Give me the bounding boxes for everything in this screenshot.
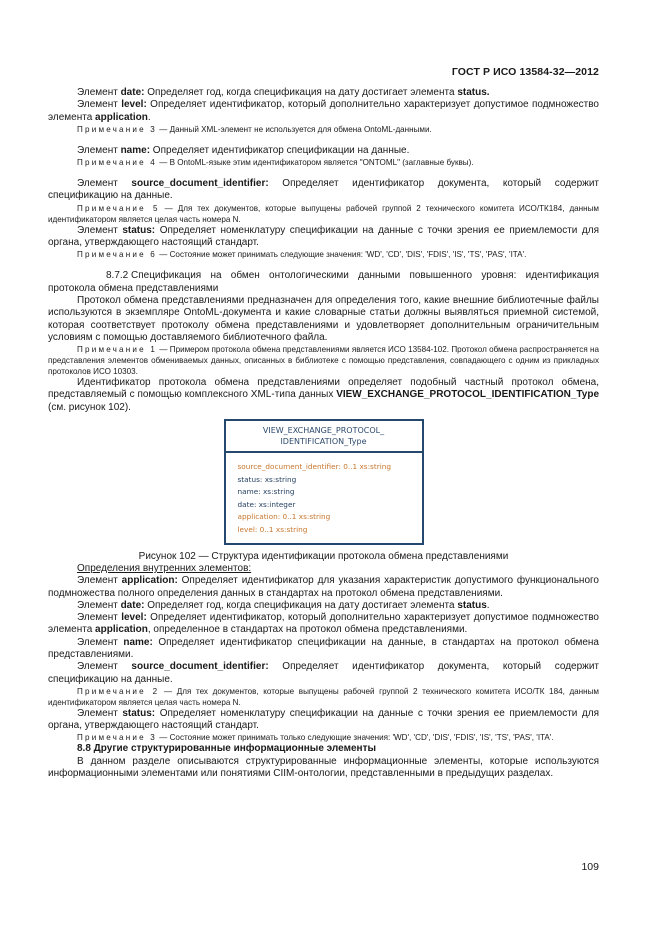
para-name: Элемент name: Определяет идентификатор спецификации на данные. bbox=[77, 144, 410, 156]
para-date: Элемент date: Определяет год, когда спецификация на дату достигает элемента status. bbox=[77, 87, 490, 98]
note-4: Примечание 4 — В OntoML-языке этим идентификатором является "ONTOML" (заглавные буквы). bbox=[77, 158, 474, 168]
note-3: Примечание 3 — Данный XML-элемент не используется для обмена OntoML-данными. bbox=[77, 124, 432, 134]
section-8-7-2-para-1: Протокол обмена представлениями предназначен для определения того, какие внешние библиотечные файлы используются в экземпляре OntoML-документа и какие словарные статьи должны выявляться приемной системой, которая соответствует протоколу обмена представлениями и удовлетворяет дополнительным ограничительным условиям с помощью доставляемого библиотечного файла. bbox=[48, 294, 599, 343]
def-date: Элемент date: Определяет год, когда спецификация на дату достигает элемента status. bbox=[77, 599, 490, 611]
note-1: Примечание 1 — Примером протокола обмена представлениями является ИСО 13584-102. Протокол обмена распространяется на представления элементов обмениваемых данных, описанных в библиотеке с помощью представления, совпадающего с одним из прикладных протоколов ИСО 10303. bbox=[48, 345, 599, 377]
section-8-7-2-title: 8.7.2 Спецификация на обмен онтологическими данными повышенного уровня: идентификация протокола обмена представлениями bbox=[48, 270, 599, 294]
section-8-7-2-para-2: Идентификатор протокола обмена представлениями определяет подобный частный протокол обмена, представляемый с помощью комплексного XML-типа данных VIEW_EXCHANGE_PROTOCOL_IDENTIFICATION_Type (см. рисунок 102). bbox=[48, 377, 599, 413]
class-attribute: level: 0..1 xs:string bbox=[237, 525, 308, 535]
class-attribute: status: xs:string bbox=[237, 474, 297, 484]
def-name: Элемент name: Определяет идентификатор спецификации на данные, в стандартах на протокол обмена представлениями. bbox=[48, 636, 599, 660]
section-8-8-heading: 8.8 Другие структурированные информационные элементы bbox=[77, 743, 377, 755]
figure-102 bbox=[48, 419, 599, 545]
def-application: Элемент application: Определяет идентификатор для указания характеристик допустимого функционального подмножества полного определения данных в стандартах на протокол обмена представлениями. bbox=[48, 575, 599, 599]
class-attribute: application: 0..1 xs:string bbox=[237, 512, 331, 522]
def-note-2: Примечание 2 — Для тех документов, которые выпущены рабочей группой 2 технического комитета ИСО/ТК 184, данным идентификатором является целая часть номера N. bbox=[48, 686, 599, 707]
figure-caption: Рисунок 102 — Структура идентификации протокола обмена представлениями bbox=[138, 550, 509, 562]
page-number: 109 bbox=[581, 861, 599, 873]
class-name: VIEW_EXCHANGE_PROTOCOL_ IDENTIFICATION_Type bbox=[226, 421, 422, 453]
para-status: Элемент status: Определяет номенклатуру спецификации на данные с точки зрения ее приемлемости для органа, утверждающего настоящий стандарт. bbox=[48, 224, 599, 249]
def-status: Элемент status: Определяет номенклатуру спецификации на данные с точки зрения ее приемлемости для органа, утверждающего настоящий стандарт. bbox=[48, 707, 599, 732]
note-5: Примечание 5 — Для тех документов, которые выпущены рабочей группой 2 технического комитета ИСО/ТК184, данным идентификатором является целая часть номера N. bbox=[48, 203, 599, 224]
class-attributes bbox=[226, 453, 422, 543]
page-body bbox=[48, 87, 599, 780]
class-box bbox=[224, 419, 424, 545]
para-source-document-identifier: Элемент source_document_identifier: Определяет идентификатор документа, который содержит спецификацию на данные. bbox=[48, 178, 600, 202]
class-attribute: name: xs:string bbox=[237, 487, 295, 497]
def-note-3: Примечание 3 — Состояние может принимать только следующие значения: 'WD', 'CD', 'DIS', 'FDIS', 'IS', 'TS', 'PAS', 'ITA'. bbox=[77, 733, 554, 743]
class-attribute: source_document_identifier: 0..1 xs:string bbox=[237, 462, 392, 472]
class-attribute: date: xs:integer bbox=[237, 499, 296, 509]
def-level: Элемент level: Определяет идентификатор, который дополнительно характеризует допустимое подмножество элемента application, определенное в стандартах на протокол обмена представлениями. bbox=[48, 612, 599, 636]
definitions-title: Определения внутренних элементов: bbox=[77, 562, 252, 574]
para-level: Элемент level: Определяет идентификатор, который дополнительно характеризует допустимое подмножество элемента application. bbox=[48, 99, 599, 123]
document-header: ГОСТ Р ИСО 13584-32—2012 bbox=[451, 66, 599, 78]
def-source-document-identifier: Элемент source_document_identifier: Определяет идентификатор документа, который содержит спецификацию на данные. bbox=[48, 661, 600, 685]
note-6: Примечание 6 — Состояние может принимать следующие значения: 'WD', 'CD', 'DIS', 'FDIS', 'IS', 'TS', 'PAS', 'ITA'. bbox=[77, 250, 527, 260]
section-8-8-para: В данном разделе описываются структурированные информационные элементы, которые используются информационными элементами или понятиями CIIM-онтологии, представленными в предыдущих разделах. bbox=[48, 755, 599, 780]
